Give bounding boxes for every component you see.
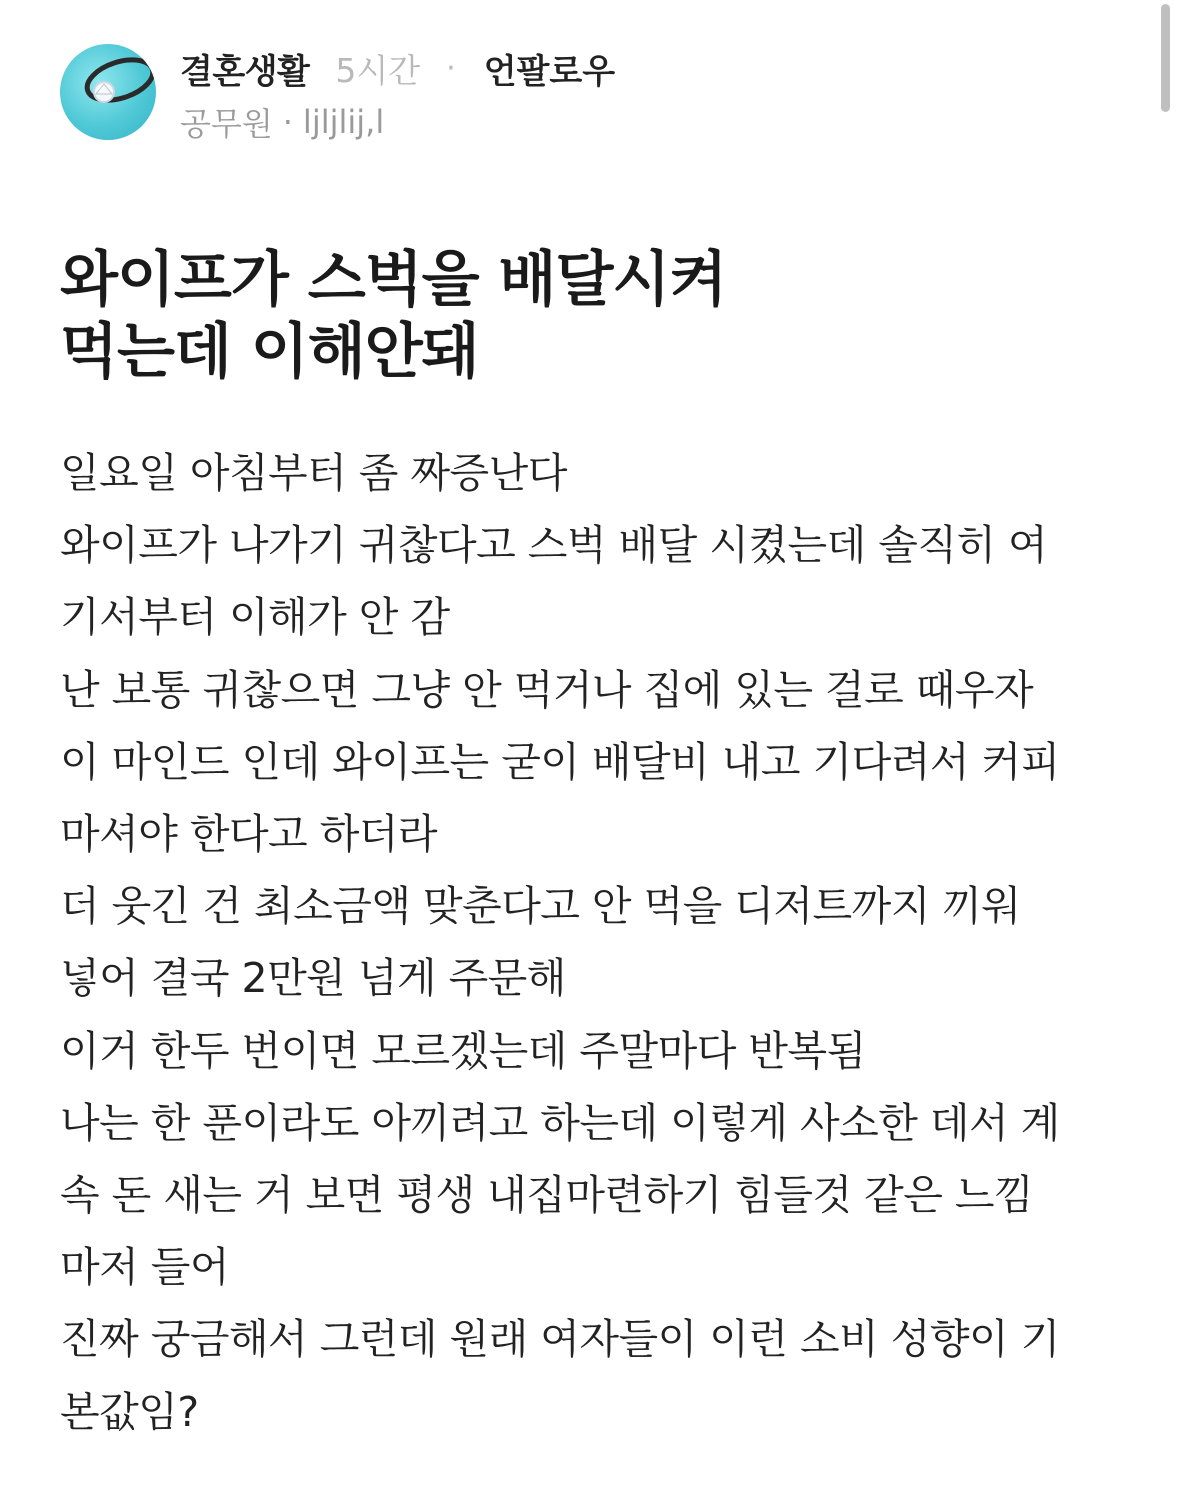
post-body-line: 진짜 궁금해서 그런데 원래 여자들이 이런 소비 성향이 기	[60, 1315, 1060, 1364]
post-body-line: 기서부터 이해가 안 감	[60, 593, 450, 642]
post-time: 5시간	[335, 50, 421, 90]
post-header	[60, 44, 1120, 144]
post-body-line: 이거 한두 번이면 모르겠는데 주말마다 반복됨	[60, 1026, 866, 1075]
scrollbar[interactable]	[1161, 4, 1170, 112]
post-body-line: 이 마인드 인데 와이프는 굳이 배달비 내고 기다려서 커피	[60, 737, 1060, 786]
post-body-line: 나는 한 푼이라도 아끼려고 하는데 이렇게 사소한 데서 계	[60, 1098, 1060, 1147]
post-body	[60, 437, 1140, 1448]
post-body-line: 넣어 결국 2만원 넘게 주문해	[60, 954, 566, 1003]
post-meta-author	[180, 100, 384, 144]
post-body-line: 난 보통 귀찮으면 그냥 안 먹거나 집에 있는 걸로 때우자	[60, 665, 1034, 714]
post-body-line: 와이프가 나가기 귀찮다고 스벅 배달 시켰는데 솔직히 여	[60, 521, 1048, 570]
post-body-line: 마셔야 한다고 하더라	[60, 810, 438, 859]
board-name-link[interactable]: 결혼생활	[180, 51, 310, 92]
meta-separator: ·	[446, 50, 456, 86]
post-title-line: 와이프가 스벅을 배달시켜	[60, 245, 727, 315]
post-title	[60, 244, 1120, 388]
post-body-line: 더 웃긴 건 최소금액 맞춘다고 안 먹을 디저트까지 끼워	[60, 882, 1021, 931]
post-meta-primary	[180, 46, 615, 90]
post-body-line: 마저 들어	[60, 1243, 229, 1292]
author-separator: ·	[282, 103, 293, 141]
post-body-line: 본값임?	[60, 1387, 199, 1436]
author-nickname[interactable]: ljljlij,l	[302, 103, 385, 141]
post-body-line: 일요일 아침부터 좀 짜증난다	[60, 449, 567, 497]
ring-avatar-icon[interactable]	[60, 44, 156, 140]
unfollow-button[interactable]: 언팔로우	[483, 51, 616, 92]
post-body-line: 속 돈 새는 거 보면 평생 내집마련하기 힘들것 같은 느낌	[60, 1171, 1034, 1220]
post-title-line: 먹는데 이해안돼	[60, 317, 479, 387]
author-job: 공무원	[180, 105, 273, 143]
